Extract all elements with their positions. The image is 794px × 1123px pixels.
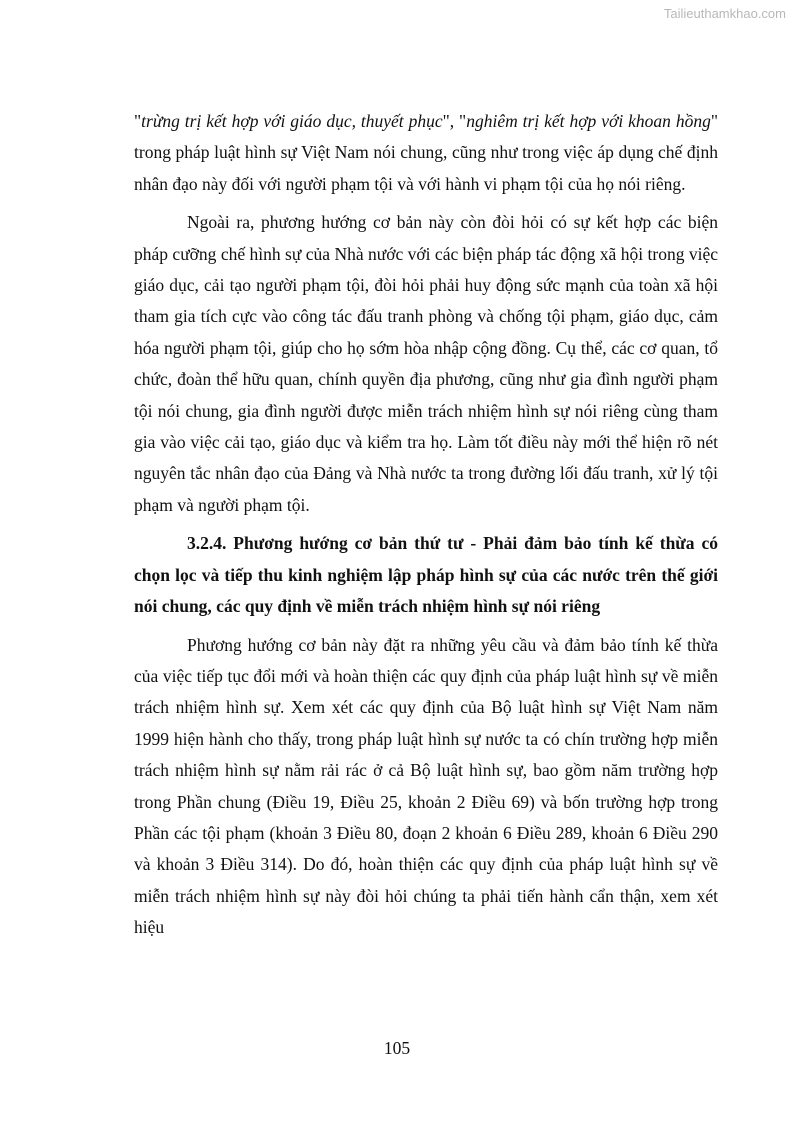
document-body	[134, 106, 718, 944]
paragraph-2: Ngoài ra, phương hướng cơ bản này còn đòi hỏi có sự kết hợp các biện pháp cưỡng chế hình sự của Nhà nước với các biện pháp tác động xã hội trong việc giáo dục, cải tạo người phạm tội, đòi hỏi phải huy động sức mạnh của toàn xã hội tham gia tích cực vào công tác đấu tranh phòng và chống tội phạm, giáo dục, cảm hóa người phạm tội, giúp cho họ sớm hòa nhập cộng đồng. Cụ thể, các cơ quan, tổ chức, đoàn thể hữu quan, chính quyền địa phương, cũng như gia đình người phạm tội nói chung, gia đình người được miễn trách nhiệm hình sự nói riêng cùng tham gia vào việc cải tạo, giáo dục và kiểm tra họ. Làm tốt điều này mới thể hiện rõ nét nguyên tắc nhân đạo của Đảng và Nhà nước ta trong đường lối đấu tranh, xử lý tội phạm và người phạm tội.	[134, 212, 718, 515]
paragraph-3: Phương hướng cơ bản này đặt ra những yêu cầu và đảm bảo tính kế thừa của việc tiếp tục đổi mới và hoàn thiện các quy định của pháp luật hình sự về miễn trách nhiệm hình sự. Xem xét các quy định của Bộ luật hình sự Việt Nam năm 1999 hiện hành cho thấy, trong pháp luật hình sự nước ta có chín trường hợp miễn trách nhiệm hình sự nằm rải rác ở cả Bộ luật hình sự, bao gồm năm trường hợp trong Phần chung (Điều 19, Điều 25, khoản 2 Điều 69) và bốn trường hợp trong Phần các tội phạm (khoản 3 Điều 80, đoạn 2 khoản 6 Điều 289, khoản 6 Điều 290 và khoản 3 Điều 314). Do đó, hoàn thiện các quy định của pháp luật hình sự về miễn trách nhiệm hình sự này đòi hỏi chúng ta phải tiến hành cẩn thận, xem xét hiệu	[134, 634, 718, 938]
section-heading: 3.2.4. Phương hướng cơ bản thứ tư - Phải đảm bảo tính kế thừa có chọn lọc và tiếp thu kinh nghiệm lập pháp hình sự của các nước trên thế giới nói chung, các quy định về miễn trách nhiệm hình sự nói riêng	[134, 533, 718, 617]
page-number: 105	[383, 1038, 411, 1058]
paragraph-1-rest: " trong pháp luật hình sự Việt Nam nói chung, cũng như trong việc áp dụng chế định nhân đạo này đối với người phạm tội và với hành vi phạm tội của họ nói riêng.	[134, 111, 718, 194]
watermark: Tailieuthamkhao.com	[663, 6, 786, 21]
quote-open: "	[134, 111, 142, 131]
italic-phrase-2: nghiêm trị kết hợp với khoan hồng	[466, 111, 711, 131]
quote-separator: ", "	[442, 111, 467, 131]
paragraph-1	[134, 106, 718, 200]
italic-phrase-1: trừng trị kết hợp với giáo dục, thuyết phục	[141, 111, 443, 131]
